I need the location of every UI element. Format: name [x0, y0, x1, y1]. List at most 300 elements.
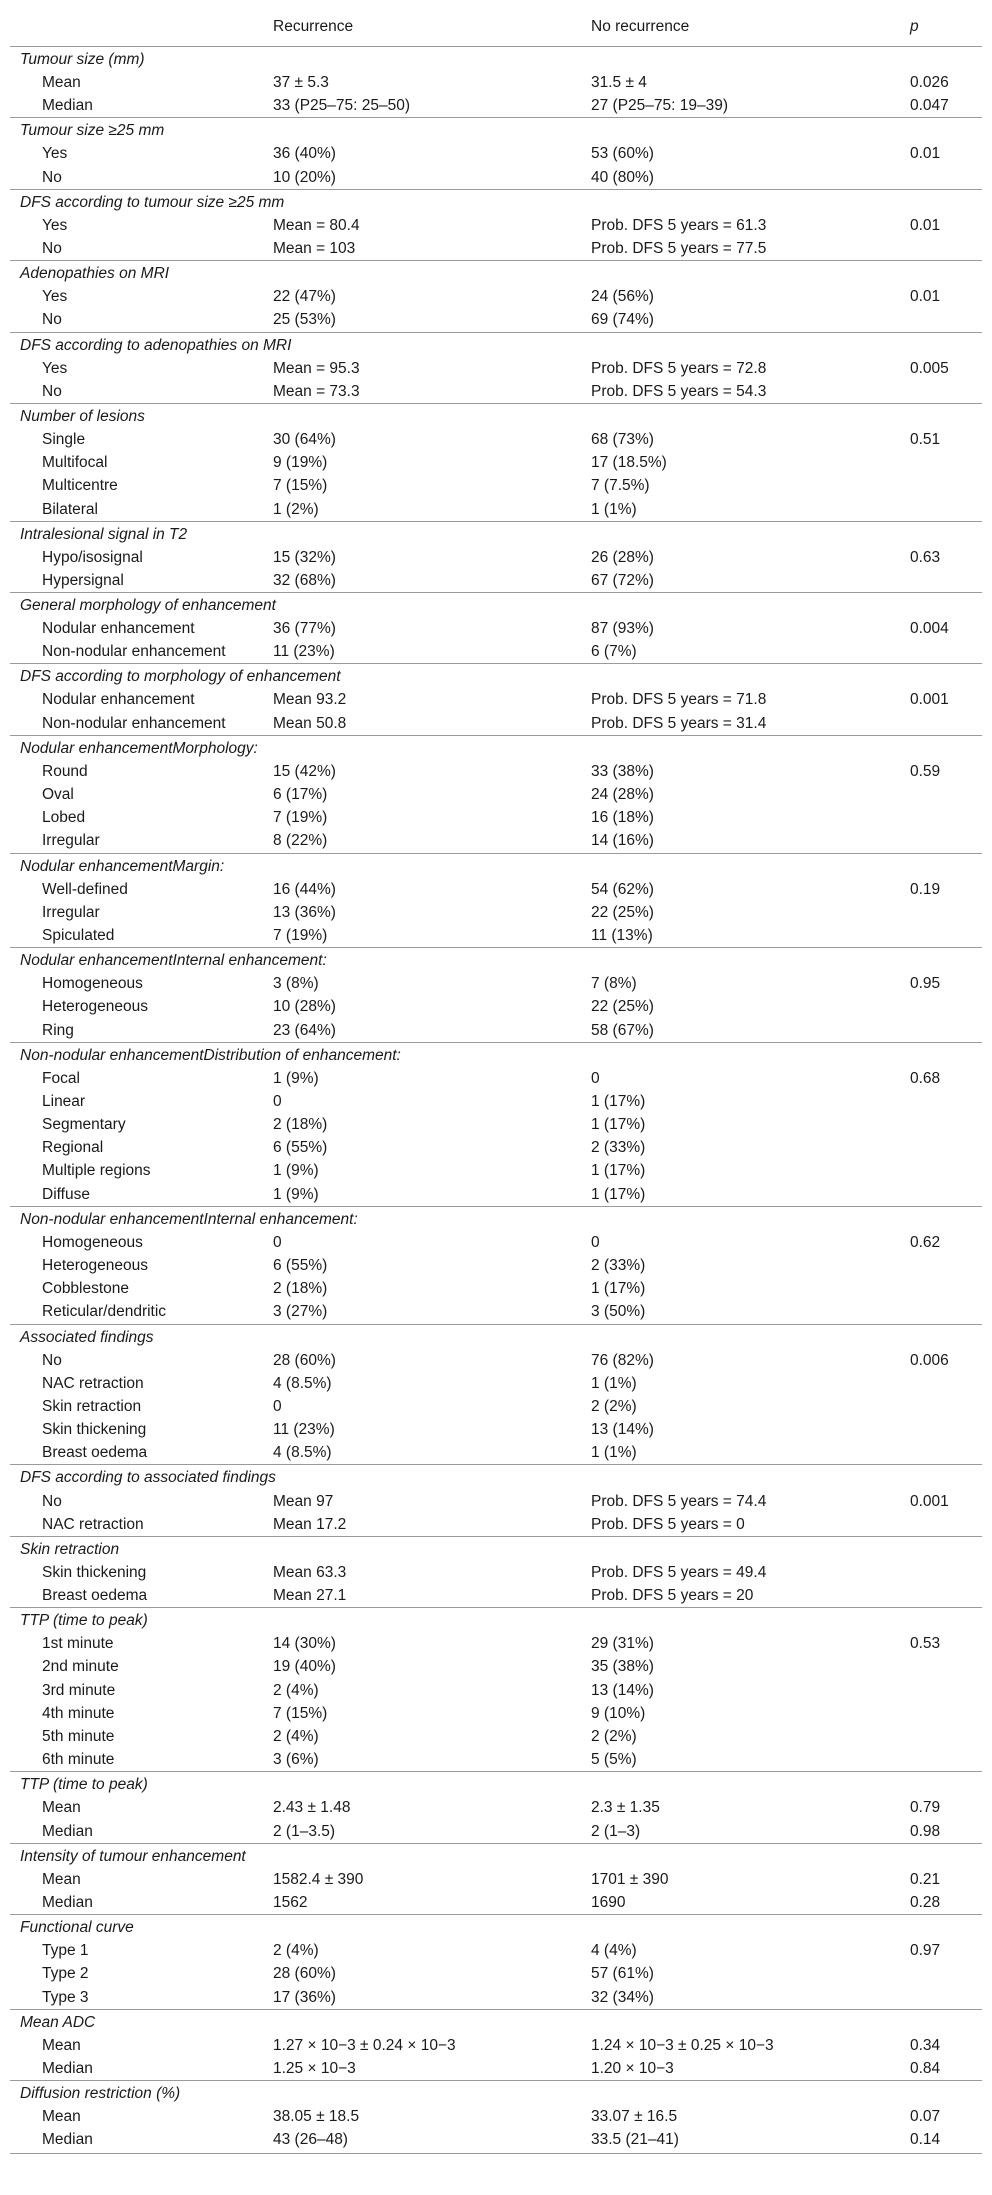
- row-label: Cobblestone: [42, 1280, 130, 1298]
- table-row: [10, 237, 982, 260]
- row-label: Skin retraction: [42, 1397, 142, 1415]
- recurrence-value: 7 (19%): [273, 809, 328, 827]
- recurrence-value: 17 (36%): [273, 1988, 336, 2006]
- table-row: [10, 1679, 982, 1702]
- row-label: Yes: [42, 216, 68, 234]
- section-header-row: [10, 2080, 982, 2105]
- recurrence-value: 8 (22%): [273, 832, 328, 850]
- row-label: 6th minute: [42, 1751, 115, 1769]
- row-label: Mean: [42, 2036, 81, 2054]
- p-value: 0.79: [910, 1799, 941, 1817]
- recurrence-value: 7 (15%): [273, 1704, 328, 1722]
- row-label: Heterogeneous: [42, 998, 148, 1016]
- table-body: [10, 46, 982, 2151]
- section-header-row: [10, 1206, 982, 1231]
- row-label: Homogeneous: [42, 1233, 143, 1251]
- table-row: [10, 1113, 982, 1136]
- row-label: Focal: [42, 1069, 80, 1087]
- no-recurrence-value: 22 (25%): [591, 903, 654, 921]
- no-recurrence-value: Prob. DFS 5 years = 77.5: [591, 240, 767, 258]
- p-value: 0.21: [910, 1870, 941, 1888]
- table-row: [10, 1441, 982, 1464]
- recurrence-value: 7 (19%): [273, 926, 328, 944]
- table-row: [10, 1702, 982, 1725]
- row-label: Multicentre: [42, 477, 118, 495]
- recurrence-value: 11 (23%): [273, 643, 335, 661]
- row-label: Type 3: [42, 1988, 89, 2006]
- no-recurrence-value: 31.5 ± 4: [591, 74, 647, 92]
- no-recurrence-value: 5 (5%): [591, 1751, 637, 1769]
- section-title: Tumour size ≥25 mm: [20, 122, 165, 140]
- recurrence-value: Mean = 95.3: [273, 359, 360, 377]
- p-value: 0.28: [910, 1893, 941, 1911]
- row-label: No: [42, 168, 62, 186]
- recurrence-value: 10 (28%): [273, 998, 336, 1016]
- no-recurrence-value: 13 (14%): [591, 1421, 654, 1439]
- recurrence-value: 3 (6%): [273, 1751, 319, 1769]
- no-recurrence-value: Prob. DFS 5 years = 20: [591, 1587, 754, 1605]
- recurrence-value: 2.43 ± 1.48: [273, 1799, 351, 1817]
- table-row: [10, 1418, 982, 1441]
- section-header-row: [10, 1843, 982, 1868]
- no-recurrence-value: 2 (2%): [591, 1397, 637, 1415]
- row-label: Mean: [42, 1870, 81, 1888]
- table-row: [10, 451, 982, 474]
- recurrence-value: 2 (4%): [273, 1942, 319, 1960]
- section-header-row: [10, 332, 982, 357]
- table-row: [10, 640, 982, 663]
- row-label: Homogeneous: [42, 975, 143, 993]
- recurrence-value: 36 (40%): [273, 145, 336, 163]
- section-title: Associated findings: [20, 1328, 154, 1346]
- row-label: Lobed: [42, 809, 86, 827]
- p-value: 0.01: [910, 288, 941, 306]
- no-recurrence-value: 2 (1–3): [591, 1822, 641, 1840]
- recurrence-value: Mean = 103: [273, 240, 356, 258]
- section-header-row: [10, 1464, 982, 1489]
- table-row: [10, 995, 982, 1018]
- section-title: Non-nodular enhancementInternal enhancement:: [20, 1210, 358, 1228]
- table-row: [10, 829, 982, 852]
- table-row: [10, 712, 982, 735]
- section-header-row: [10, 663, 982, 688]
- section-header-row: [10, 521, 982, 546]
- recurrence-value: Mean 63.3: [273, 1563, 347, 1581]
- table-row: [10, 214, 982, 237]
- no-recurrence-value: 11 (13%): [591, 926, 653, 944]
- recurrence-value: 0: [273, 1233, 282, 1251]
- table-row: [10, 1868, 982, 1891]
- table-row: [10, 1090, 982, 1113]
- no-recurrence-value: 1 (17%): [591, 1116, 646, 1134]
- row-label: 5th minute: [42, 1728, 115, 1746]
- section-header-row: [10, 189, 982, 214]
- row-label: 2nd minute: [42, 1658, 119, 1676]
- recurrence-value: Mean 50.8: [273, 714, 347, 732]
- row-label: Ring: [42, 1021, 74, 1039]
- row-label: Skin thickening: [42, 1563, 147, 1581]
- section-title: TTP (time to peak): [20, 1776, 148, 1794]
- no-recurrence-value: 53 (60%): [591, 145, 654, 163]
- table-row: [10, 357, 982, 380]
- row-label: Median: [42, 97, 93, 115]
- p-value: 0.047: [910, 97, 949, 115]
- table-row: [10, 1655, 982, 1678]
- recurrence-value: Mean 93.2: [273, 691, 347, 709]
- no-recurrence-value: 1 (17%): [591, 1092, 646, 1110]
- row-label: Irregular: [42, 903, 100, 921]
- row-label: Hypo/isosignal: [42, 548, 143, 566]
- row-label: Yes: [42, 288, 68, 306]
- no-recurrence-value: Prob. DFS 5 years = 72.8: [591, 359, 767, 377]
- recurrence-value: 25 (53%): [273, 311, 336, 329]
- section-title: DFS according to associated findings: [20, 1469, 276, 1487]
- p-value: 0.001: [910, 691, 949, 709]
- table-row: [10, 428, 982, 451]
- no-recurrence-value: 24 (56%): [591, 288, 654, 306]
- section-title: DFS according to morphology of enhancement: [20, 668, 341, 686]
- no-recurrence-value: 6 (7%): [591, 643, 637, 661]
- no-recurrence-value: 69 (74%): [591, 311, 654, 329]
- row-label: No: [42, 240, 62, 258]
- row-label: Hypersignal: [42, 571, 124, 589]
- p-value: 0.07: [910, 2108, 941, 2126]
- recurrence-value: 11 (23%): [273, 1421, 335, 1439]
- table-row: [10, 1372, 982, 1395]
- p-value: 0.97: [910, 1942, 941, 1960]
- section-header-row: [10, 1771, 982, 1796]
- no-recurrence-value: 9 (10%): [591, 1704, 646, 1722]
- section-header-row: [10, 1607, 982, 1632]
- section-header-row: [10, 592, 982, 617]
- row-label: 1st minute: [42, 1635, 114, 1653]
- row-label: Nodular enhancement: [42, 691, 195, 709]
- no-recurrence-value: 1 (1%): [591, 500, 637, 518]
- no-recurrence-value: 1 (1%): [591, 1374, 637, 1392]
- recurrence-value: 23 (64%): [273, 1021, 336, 1039]
- header-no-recurrence: No recurrence: [591, 18, 690, 35]
- recurrence-value: 3 (27%): [273, 1303, 328, 1321]
- section-header-row: [10, 260, 982, 285]
- recurrence-value: 1.25 × 10−3: [273, 2059, 356, 2077]
- row-label: Mean: [42, 74, 81, 92]
- table-row: [10, 617, 982, 640]
- row-label: Spiculated: [42, 926, 115, 944]
- no-recurrence-value: Prob. DFS 5 years = 54.3: [591, 382, 767, 400]
- recurrence-value: 6 (17%): [273, 786, 328, 804]
- p-value: 0.01: [910, 216, 941, 234]
- table-row: [10, 1891, 982, 1914]
- no-recurrence-value: 26 (28%): [591, 548, 654, 566]
- row-label: NAC retraction: [42, 1374, 144, 1392]
- no-recurrence-value: 0: [591, 1233, 600, 1251]
- row-label: No: [42, 382, 62, 400]
- no-recurrence-value: 68 (73%): [591, 430, 654, 448]
- no-recurrence-value: 32 (34%): [591, 1988, 654, 2006]
- no-recurrence-value: 58 (67%): [591, 1021, 654, 1039]
- no-recurrence-value: Prob. DFS 5 years = 74.4: [591, 1492, 767, 1510]
- section-title: Non-nodular enhancementDistribution of enhancement:: [20, 1046, 401, 1064]
- section-title: DFS according to adenopathies on MRI: [20, 336, 292, 354]
- table-row: [10, 2105, 982, 2128]
- no-recurrence-value: Prob. DFS 5 years = 71.8: [591, 691, 767, 709]
- section-title: General morphology of enhancement: [20, 597, 276, 614]
- p-value: 0.63: [910, 548, 941, 566]
- row-label: Breast oedema: [42, 1587, 148, 1605]
- no-recurrence-value: 4 (4%): [591, 1942, 637, 1960]
- recurrence-value: 10 (20%): [273, 168, 336, 186]
- recurrence-value: 43 (26–48): [273, 2131, 348, 2149]
- recurrence-value: 1 (9%): [273, 1185, 319, 1203]
- section-header-row: [10, 1536, 982, 1561]
- row-label: Multiple regions: [42, 1162, 151, 1180]
- table-row: [10, 1939, 982, 1962]
- no-recurrence-value: 40 (80%): [591, 168, 654, 186]
- table-row: [10, 1136, 982, 1159]
- row-label: NAC retraction: [42, 1515, 144, 1533]
- row-label: No: [42, 1492, 62, 1510]
- no-recurrence-value: 22 (25%): [591, 998, 654, 1016]
- table-row: [10, 688, 982, 711]
- no-recurrence-value: 29 (31%): [591, 1635, 654, 1653]
- recurrence-value: 28 (60%): [273, 1965, 336, 1983]
- no-recurrence-value: 7 (8%): [591, 975, 637, 993]
- recurrence-value: 1 (2%): [273, 500, 319, 518]
- header-p-value: p: [910, 18, 919, 35]
- recurrence-value: 2 (4%): [273, 1681, 319, 1699]
- table-row: [10, 497, 982, 520]
- no-recurrence-value: 14 (16%): [591, 832, 654, 850]
- section-title: Adenopathies on MRI: [20, 265, 170, 283]
- table-row: [10, 901, 982, 924]
- no-recurrence-value: 7 (7.5%): [591, 477, 650, 495]
- section-header-row: [10, 853, 982, 878]
- p-value: 0.026: [910, 74, 949, 92]
- p-value: 0.19: [910, 880, 941, 898]
- table-row: [10, 2034, 982, 2057]
- row-label: 3rd minute: [42, 1681, 116, 1699]
- section-title: Intensity of tumour enhancement: [20, 1847, 246, 1865]
- no-recurrence-value: 13 (14%): [591, 1681, 654, 1699]
- no-recurrence-value: 3 (50%): [591, 1303, 646, 1321]
- recurrence-value: 30 (64%): [273, 430, 336, 448]
- recurrence-value: 33 (P25–75: 25–50): [273, 97, 411, 115]
- no-recurrence-value: 1 (17%): [591, 1280, 646, 1298]
- recurrence-value: 22 (47%): [273, 288, 336, 306]
- p-value: 0.59: [910, 762, 941, 780]
- row-label: Well-defined: [42, 880, 128, 898]
- table-row: [10, 1985, 982, 2008]
- section-title: Functional curve: [20, 1919, 134, 1937]
- no-recurrence-value: Prob. DFS 5 years = 31.4: [591, 714, 767, 732]
- row-label: Segmentary: [42, 1116, 126, 1134]
- section-title: Nodular enhancementInternal enhancement:: [20, 952, 327, 970]
- no-recurrence-value: 1690: [591, 1893, 626, 1911]
- recurrence-value: 16 (44%): [273, 880, 336, 898]
- section-header-row: [10, 403, 982, 428]
- recurrence-value: 1562: [273, 1893, 308, 1911]
- recurrence-value: 13 (36%): [273, 903, 336, 921]
- p-value: 0.004: [910, 620, 949, 638]
- recurrence-value: 1 (9%): [273, 1069, 319, 1087]
- no-recurrence-value: 33.5 (21–41): [591, 2131, 679, 2149]
- p-value: 0.84: [910, 2059, 941, 2077]
- table-row: [10, 1231, 982, 1254]
- no-recurrence-value: 1701 ± 390: [591, 1870, 669, 1888]
- header-recurrence: Recurrence: [273, 18, 354, 35]
- recurrence-value: 2 (1–3.5): [273, 1822, 336, 1840]
- no-recurrence-value: 2 (33%): [591, 1257, 646, 1275]
- table-row: [10, 166, 982, 189]
- table-row: [10, 1748, 982, 1771]
- recurrence-value: 28 (60%): [273, 1351, 336, 1369]
- table-row: [10, 308, 982, 331]
- table-row: [10, 1395, 982, 1418]
- p-value: 0.34: [910, 2036, 941, 2054]
- table-row: [10, 806, 982, 829]
- table-row: [10, 1067, 982, 1090]
- p-value: 0.005: [910, 359, 949, 377]
- p-value: 0.62: [910, 1233, 941, 1251]
- section-title: Tumour size (mm): [20, 51, 145, 68]
- row-label: Non-nodular enhancement: [42, 643, 226, 661]
- recurrence-value: 4 (8.5%): [273, 1374, 332, 1392]
- recurrence-value: 2 (18%): [273, 1116, 328, 1134]
- no-recurrence-value: 1.24 × 10−3 ± 0.25 × 10−3: [591, 2036, 774, 2054]
- row-label: Regional: [42, 1139, 104, 1157]
- table-row: [10, 1725, 982, 1748]
- table-row: [10, 285, 982, 308]
- no-recurrence-value: Prob. DFS 5 years = 0: [591, 1515, 745, 1533]
- no-recurrence-value: 33 (38%): [591, 762, 654, 780]
- no-recurrence-value: 54 (62%): [591, 880, 654, 898]
- recurrence-value: 2 (4%): [273, 1728, 319, 1746]
- no-recurrence-value: 2 (33%): [591, 1139, 646, 1157]
- section-header-row: [10, 46, 982, 71]
- table-row: [10, 1584, 982, 1607]
- no-recurrence-value: 2.3 ± 1.35: [591, 1799, 660, 1817]
- row-label: Breast oedema: [42, 1444, 148, 1462]
- recurrence-value: 1.27 × 10−3 ± 0.24 × 10−3: [273, 2036, 456, 2054]
- no-recurrence-value: 33.07 ± 16.5: [591, 2108, 678, 2126]
- table-row: [10, 1513, 982, 1536]
- row-label: Type 1: [42, 1942, 89, 1960]
- row-label: Heterogeneous: [42, 1257, 148, 1275]
- table-row: [10, 1796, 982, 1819]
- recurrence-value: 15 (32%): [273, 548, 336, 566]
- recurrence-value: 9 (19%): [273, 454, 328, 472]
- table-bottom-rule: [10, 2153, 982, 2154]
- table-row: [10, 569, 982, 592]
- table-row: [10, 924, 982, 947]
- row-label: Skin thickening: [42, 1421, 147, 1439]
- recurrence-value: 36 (77%): [273, 620, 336, 638]
- table-row: [10, 474, 982, 497]
- row-label: Mean: [42, 1799, 81, 1817]
- recurrence-value: 19 (40%): [273, 1658, 336, 1676]
- section-title: Skin retraction: [20, 1540, 120, 1558]
- recurrence-value: 32 (68%): [273, 571, 336, 589]
- p-value: 0.68: [910, 1069, 941, 1087]
- table-row: [10, 94, 982, 117]
- no-recurrence-value: 1 (17%): [591, 1162, 646, 1180]
- table-row: [10, 1159, 982, 1182]
- no-recurrence-value: 76 (82%): [591, 1351, 654, 1369]
- recurrence-value: 1582.4 ± 390: [273, 1870, 364, 1888]
- row-label: Median: [42, 2059, 93, 2077]
- section-title: Nodular enhancementMargin:: [20, 857, 225, 875]
- table-row: [10, 2128, 982, 2151]
- recurrence-value: 37 ± 5.3: [273, 74, 329, 92]
- p-value: 0.001: [910, 1492, 949, 1510]
- recurrence-value: 3 (8%): [273, 975, 319, 993]
- row-label: Median: [42, 1822, 93, 1840]
- table-row: [10, 1300, 982, 1323]
- results-table: [10, 6, 982, 2154]
- row-label: Single: [42, 430, 86, 448]
- section-header-row: [10, 1914, 982, 1939]
- row-label: Nodular enhancement: [42, 620, 195, 638]
- p-value: 0.01: [910, 145, 941, 163]
- row-label: Round: [42, 762, 88, 780]
- recurrence-value: 4 (8.5%): [273, 1444, 332, 1462]
- section-header-row: [10, 1042, 982, 1067]
- row-label: No: [42, 311, 62, 329]
- p-value: 0.53: [910, 1635, 941, 1653]
- no-recurrence-value: 2 (2%): [591, 1728, 637, 1746]
- row-label: Oval: [42, 786, 74, 804]
- recurrence-value: Mean 27.1: [273, 1587, 347, 1605]
- no-recurrence-value: 27 (P25–75: 19–39): [591, 97, 729, 115]
- no-recurrence-value: 0: [591, 1069, 600, 1087]
- table-row: [10, 1561, 982, 1584]
- table-row: [10, 546, 982, 569]
- section-title: Number of lesions: [20, 407, 145, 425]
- recurrence-value: 6 (55%): [273, 1139, 328, 1157]
- row-label: 4th minute: [42, 1704, 115, 1722]
- section-header-row: [10, 117, 982, 142]
- table-row: [10, 71, 982, 94]
- section-title: TTP (time to peak): [20, 1612, 148, 1630]
- section-header-row: [10, 947, 982, 972]
- no-recurrence-value: 57 (61%): [591, 1965, 654, 1983]
- table-row: [10, 380, 982, 403]
- no-recurrence-value: 87 (93%): [591, 620, 654, 638]
- recurrence-value: Mean = 73.3: [273, 382, 360, 400]
- table-row: [10, 1277, 982, 1300]
- row-label: Mean: [42, 2108, 81, 2126]
- row-label: Multifocal: [42, 454, 108, 472]
- recurrence-value: 0: [273, 1397, 282, 1415]
- recurrence-value: 6 (55%): [273, 1257, 328, 1275]
- table-row: [10, 1183, 982, 1206]
- table-row: [10, 1349, 982, 1372]
- row-label: Bilateral: [42, 500, 98, 518]
- section-header-row: [10, 2009, 982, 2034]
- no-recurrence-value: 17 (18.5%): [591, 454, 667, 472]
- table-row: [10, 1632, 982, 1655]
- table-row: [10, 783, 982, 806]
- recurrence-value: Mean 97: [273, 1492, 334, 1510]
- row-label: Reticular/dendritic: [42, 1303, 167, 1321]
- recurrence-value: Mean = 80.4: [273, 216, 360, 234]
- row-label: Median: [42, 2131, 93, 2149]
- table-row: [10, 1254, 982, 1277]
- recurrence-value: 14 (30%): [273, 1635, 336, 1653]
- p-value: 0.51: [910, 430, 941, 448]
- row-label: Yes: [42, 145, 68, 163]
- recurrence-value: 38.05 ± 18.5: [273, 2108, 360, 2126]
